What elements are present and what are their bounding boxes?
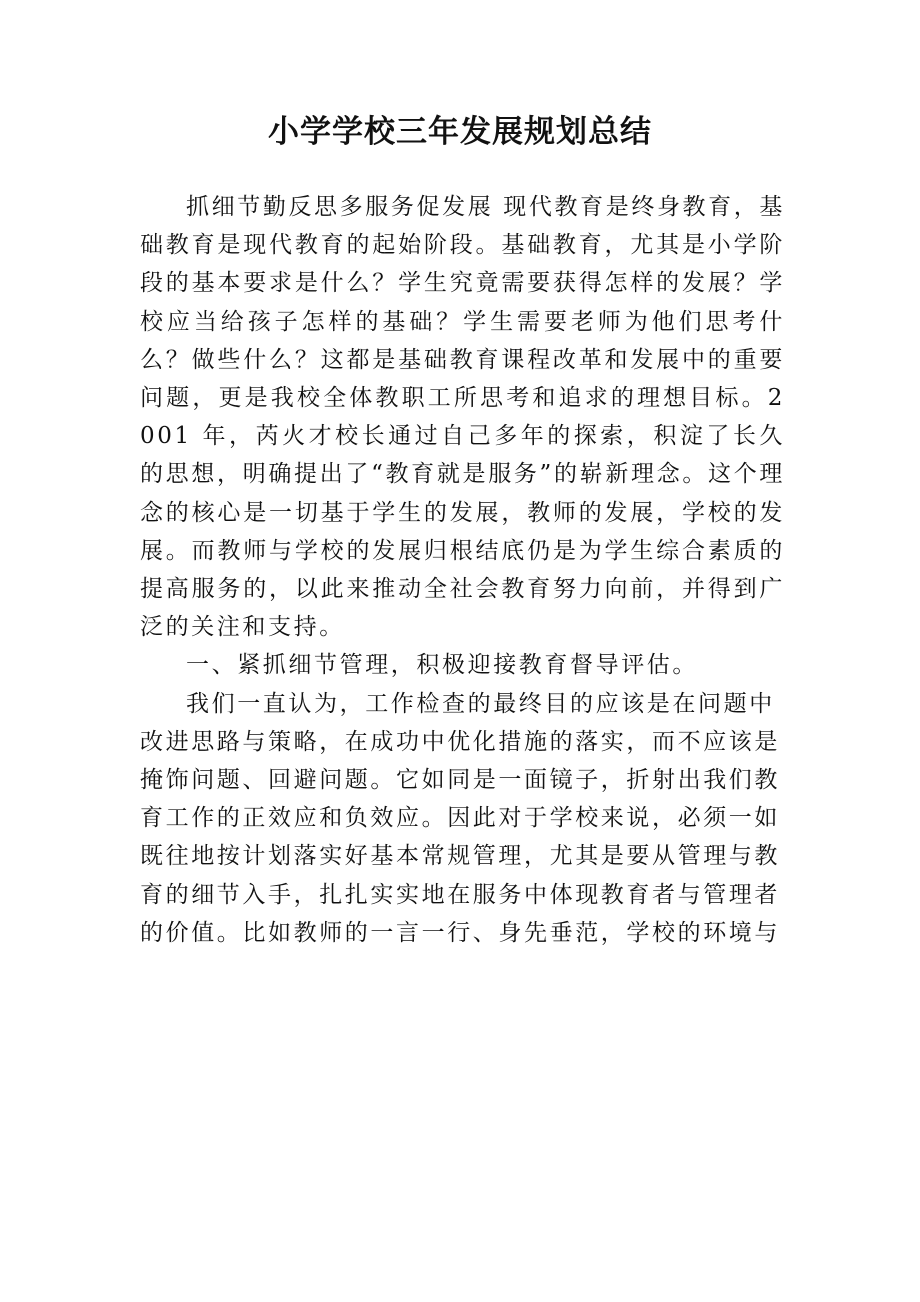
paragraph-section-1-body: 我们一直认为，工作检查的最终目的应该是在问题中改进思路与策略，在成功中优化措施的落实，而不应该是掩饰问题、回避问题。它如同是一面镜子，折射出我们教育工作的正效应和负效应。因此对于学校来说，必须一如既往地按计划落实好基本常规管理，尤其是要从管理与教育的细节入手，扎扎实实地在服务中体现教育者与管理者的价值。比如教师的一言一行、身先垂范，学校的环境与 [140, 690, 780, 946]
paragraph-section-heading-1: 一、紧抓细节管理，积极迎接教育督导评估。 [186, 652, 698, 679]
document-title: 小学学校三年发展规划总结 [268, 114, 652, 150]
paragraph-intro: 抓细节勤反思多服务促发展 现代教育是终身教育，基础教育是现代教育的起始阶段。基础教育，尤其是小学阶段的基本要求是什么？学生究竟需要获得怎样的发展？学校应当给孩子怎样的基础？学生需要老师为他们思考什么？做些什么？这都是基础教育课程改革和发展中的重要问题，更是我校全体教职工所思考和追求的理想目标。2001 年，芮火才校长通过自己多年的探索，积淀了长久的思想，明确提出了“教育就是服务”的崭新理念。这个理念的核心是一切基于学生的发展，教师的发展，学校的发展。而教师与学校的发展归根结底仍是为学生综合素质的提高服务的，以此来推动全社会教育努力向前，并得到广泛的关注和支持。 [140, 194, 785, 641]
document-body [140, 188, 785, 952]
